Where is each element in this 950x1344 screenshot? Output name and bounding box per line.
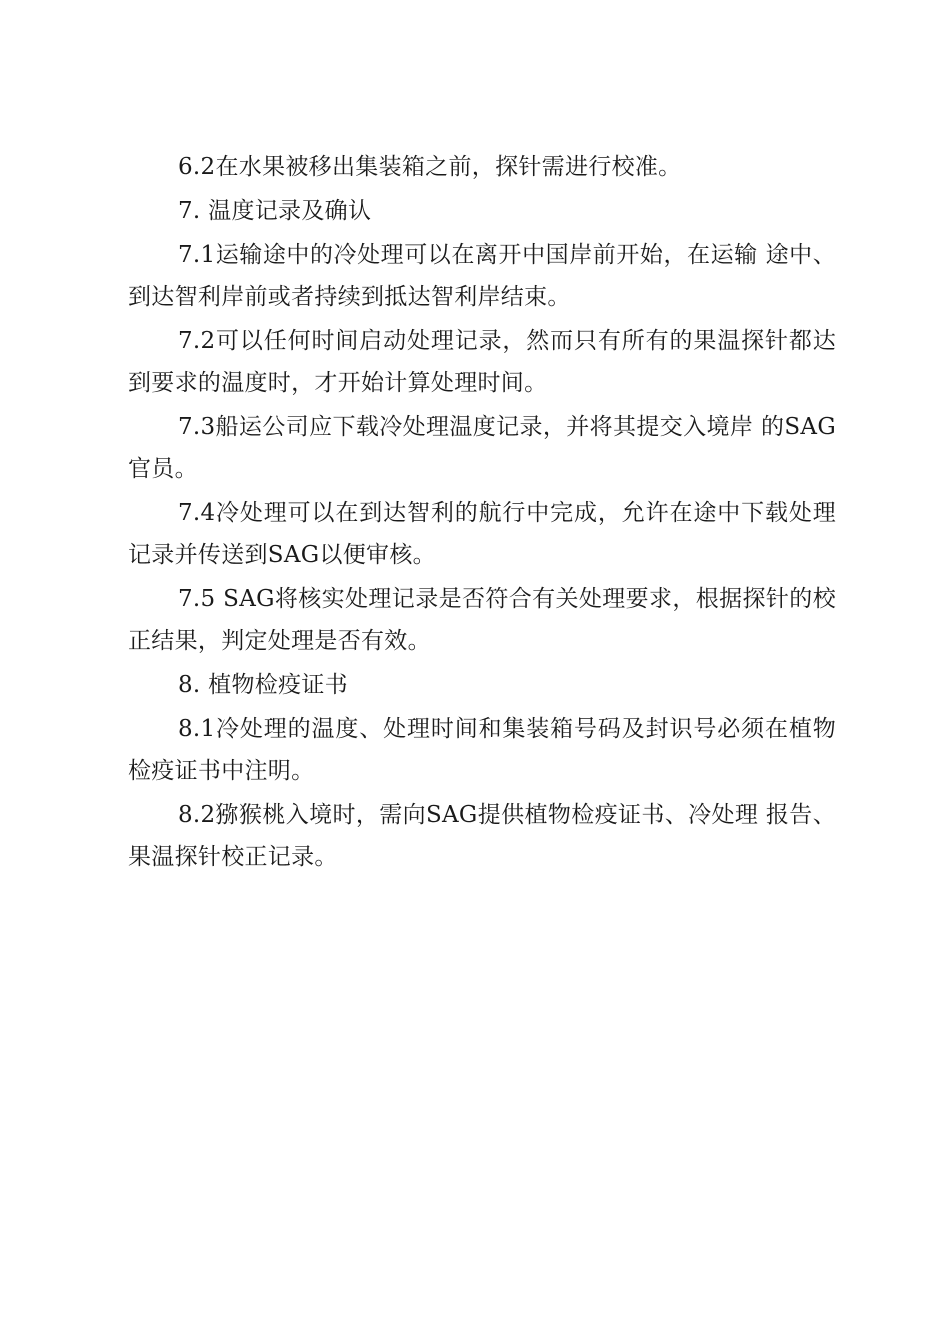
document-body xyxy=(128,146,836,880)
paragraph-7-5: 7.5 SAG将核实处理记录是否符合有关处理要求，根据探针的校正结果，判定处理是否有效。 xyxy=(128,586,836,654)
paragraph-7-4: 7.4冷处理可以在到达智利的航行中完成，允许在途中下载处理记录并传送到SAG以便审核。 xyxy=(128,500,836,568)
paragraph-7-2: 7.2可以任何时间启动处理记录，然而只有所有的果温探针都达到要求的温度时，才开始计算处理时间。 xyxy=(128,328,836,396)
paragraph-8-2: 8.2猕猴桃入境时，需向SAG提供植物检疫证书、冷处理 报告、果温探针校正记录。 xyxy=(128,802,836,870)
paragraph-6-2: 6.2在水果被移出集装箱之前，探针需进行校准。 xyxy=(178,154,682,180)
paragraph-7-1: 7.1运输途中的冷处理可以在离开中国岸前开始，在运输 途中、到达智利岸前或者持续到抵达智利岸结束。 xyxy=(128,242,836,310)
paragraph-8-1: 8.1冷处理的温度、处理时间和集装箱号码及封识号必须在植物检疫证书中注明。 xyxy=(128,716,836,784)
paragraph-7-3: 7.3船运公司应下载冷处理温度记录，并将其提交入境岸 的SAG官员。 xyxy=(128,414,836,482)
section-heading-7: 7. 温度记录及确认 xyxy=(178,198,372,224)
section-heading-8: 8. 植物检疫证书 xyxy=(178,672,348,698)
